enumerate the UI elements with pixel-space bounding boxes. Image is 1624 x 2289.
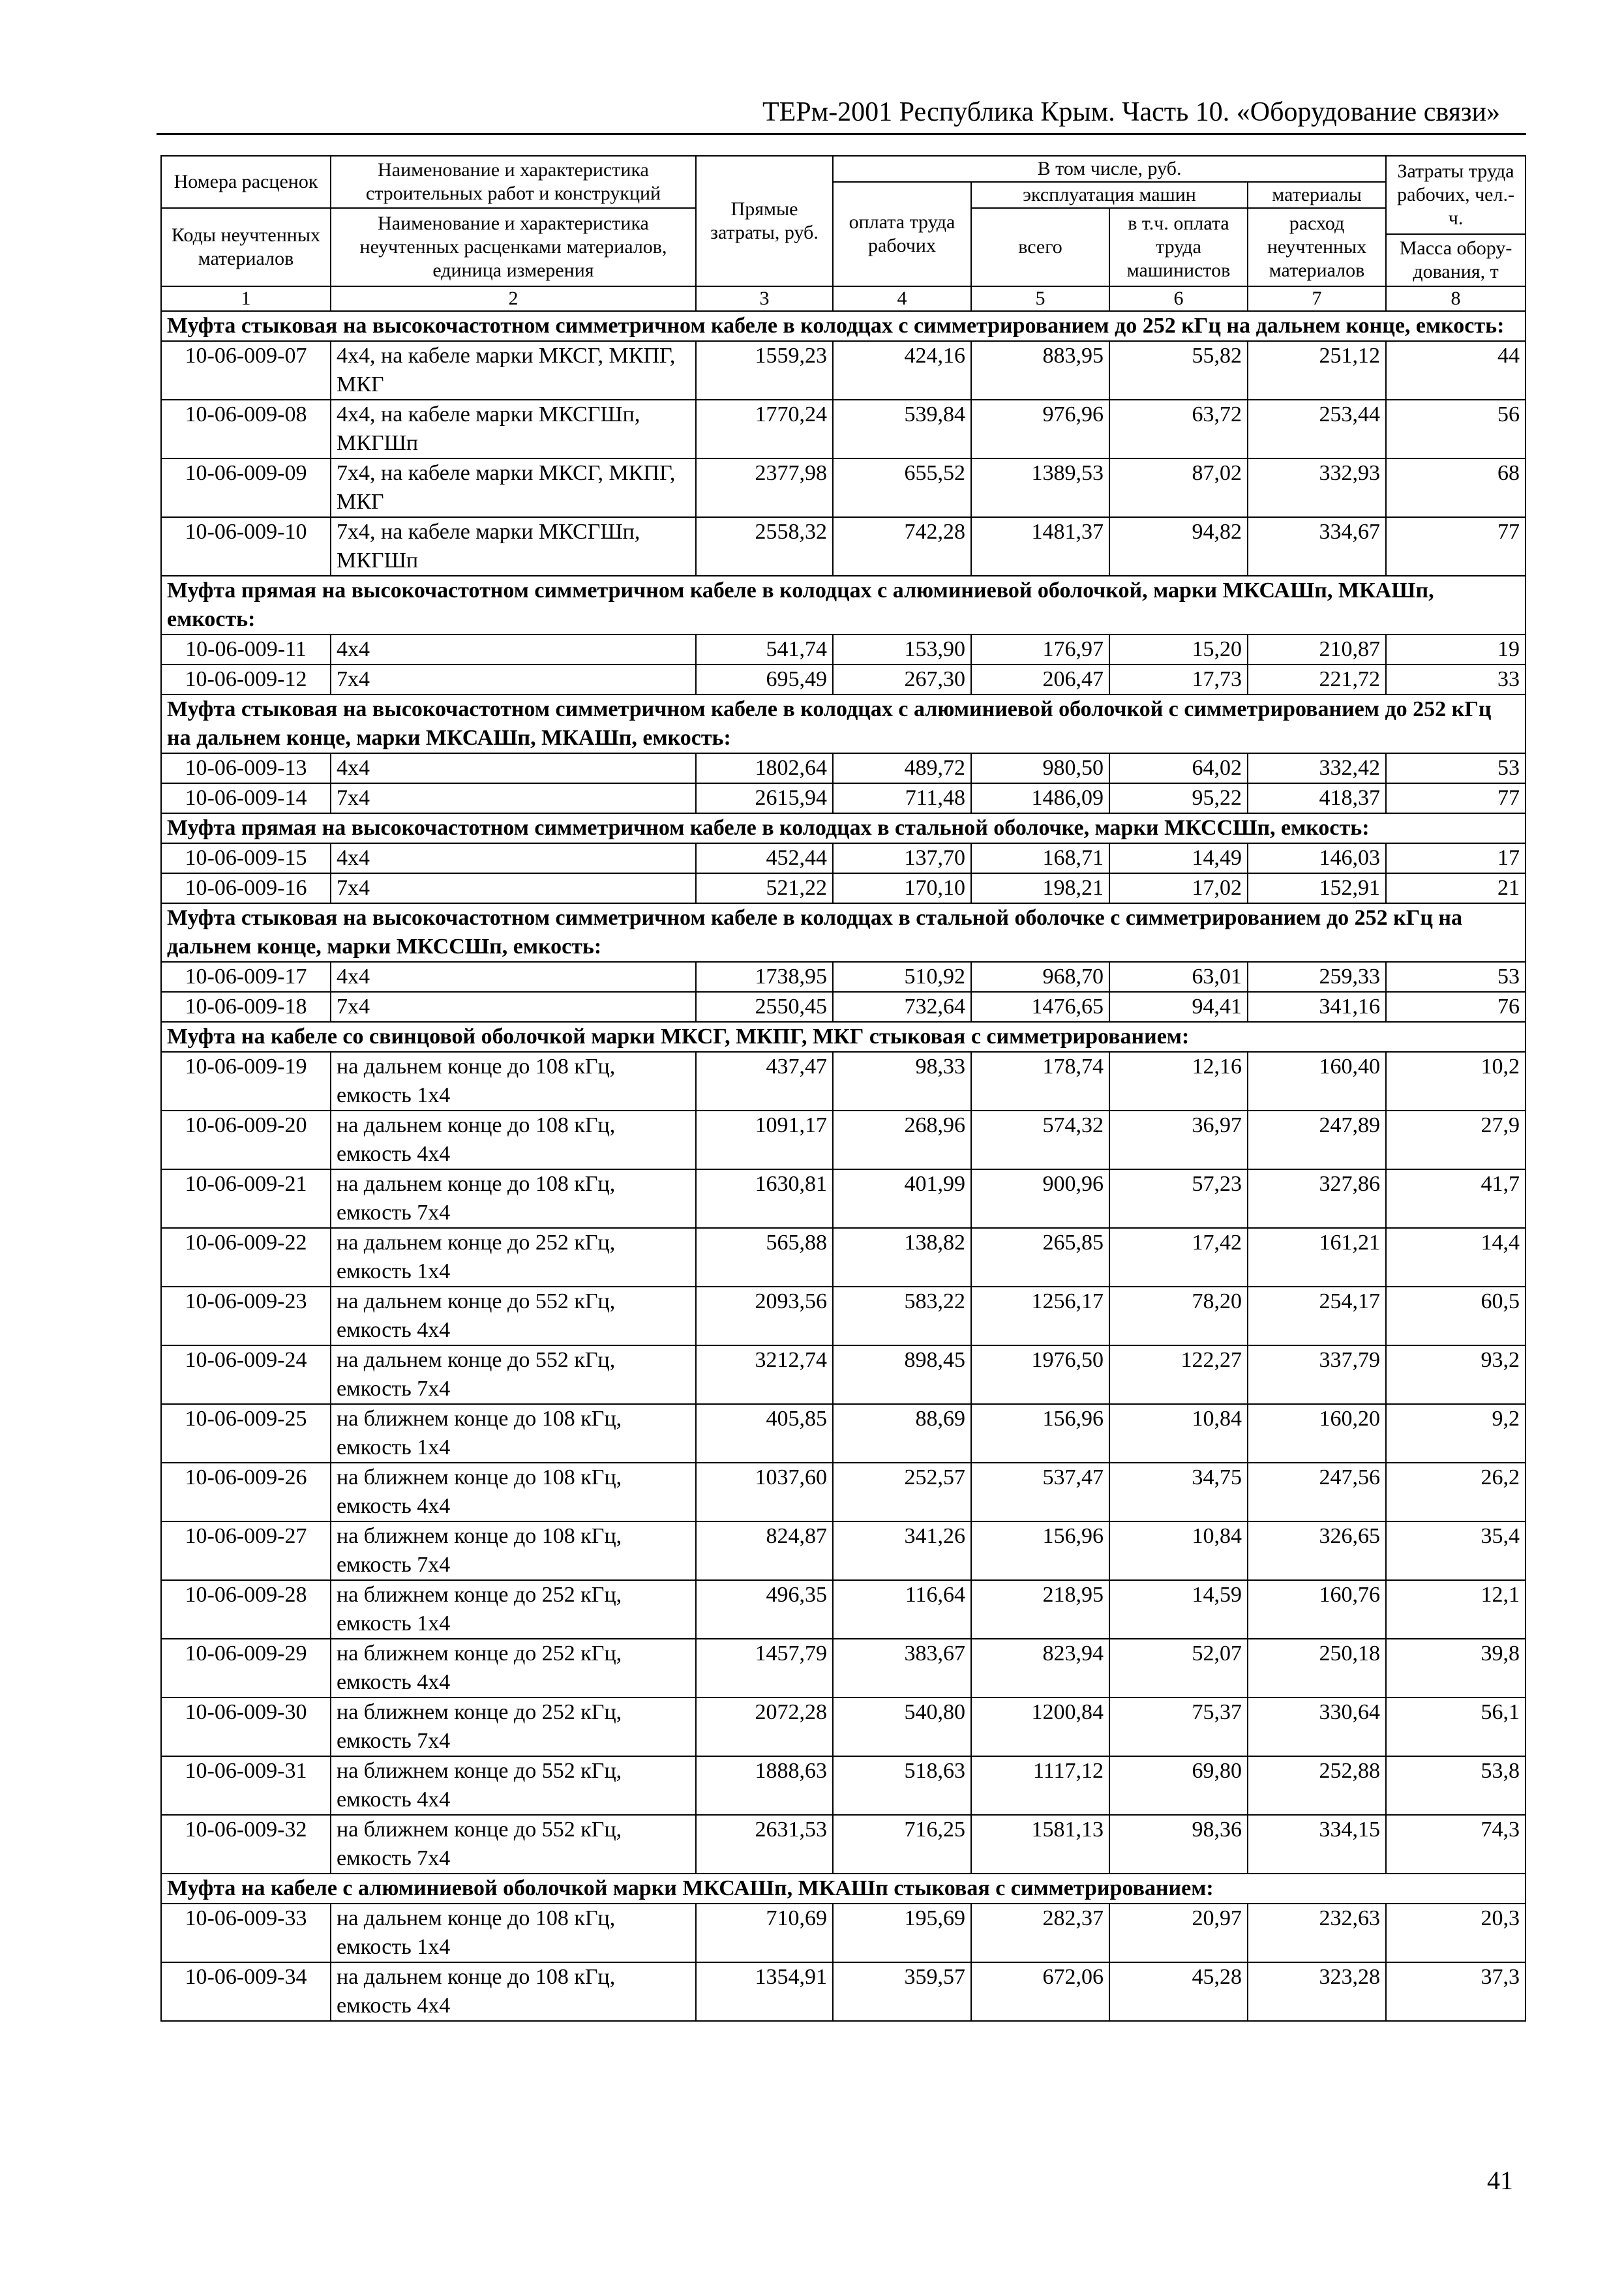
- cell-direct-costs: 1802,64: [696, 753, 833, 783]
- col-header-material-codes: Коды неучтенных материалов: [161, 208, 331, 286]
- section-heading-row: [161, 311, 1526, 341]
- cell-machines-total: 976,96: [971, 400, 1109, 458]
- cell-direct-costs: 2631,53: [696, 1815, 833, 1874]
- cell-rate-code: 10-06-009-07: [161, 341, 331, 400]
- cell-rate-code: 10-06-009-16: [161, 873, 331, 903]
- cell-labor-wages: 138,82: [833, 1228, 971, 1287]
- cell-labor-wages: 655,52: [833, 458, 971, 517]
- cell-work-name: 7x4: [331, 783, 696, 813]
- cell-work-name: на дальнем конце до 108 кГц, емкость 1x4: [331, 1904, 696, 1962]
- cell-labor-hours: 74,3: [1386, 1815, 1526, 1874]
- cell-labor-wages: 424,16: [833, 341, 971, 400]
- cell-labor-wages: 252,57: [833, 1463, 971, 1521]
- cell-machines-total: 206,47: [971, 665, 1109, 695]
- cell-direct-costs: 496,35: [696, 1580, 833, 1639]
- cell-work-name: 4x4: [331, 635, 696, 665]
- table-row: [161, 1404, 1526, 1463]
- cell-work-name: на ближнем конце до 552 кГц, емкость 4x4: [331, 1756, 696, 1815]
- cell-rate-code: 10-06-009-22: [161, 1228, 331, 1287]
- cell-materials: 254,17: [1248, 1287, 1386, 1345]
- cell-operator-wages: 69,80: [1109, 1756, 1248, 1815]
- col-header-work-name: Наименование и характеристика строительных работ и конструкций: [331, 156, 696, 208]
- col-header-machines-total: всего: [971, 208, 1109, 286]
- table-row: [161, 400, 1526, 458]
- cell-work-name: 4x4: [331, 843, 696, 873]
- section-heading-row: [161, 903, 1526, 962]
- cell-labor-hours: 76: [1386, 992, 1526, 1022]
- cell-rate-code: 10-06-009-32: [161, 1815, 331, 1874]
- cell-direct-costs: 565,88: [696, 1228, 833, 1287]
- cell-work-name: на ближнем конце до 252 кГц, емкость 7x4: [331, 1698, 696, 1756]
- cell-rate-code: 10-06-009-27: [161, 1521, 331, 1580]
- column-index: 1: [161, 286, 331, 311]
- cell-labor-wages: 359,57: [833, 1962, 971, 2021]
- cell-labor-hours: 53: [1386, 753, 1526, 783]
- cell-labor-hours: 41,7: [1386, 1169, 1526, 1228]
- cell-direct-costs: 2558,32: [696, 517, 833, 576]
- cell-rate-code: 10-06-009-18: [161, 992, 331, 1022]
- cell-materials: 323,28: [1248, 1962, 1386, 2021]
- cell-direct-costs: 1770,24: [696, 400, 833, 458]
- cell-materials: 334,67: [1248, 517, 1386, 576]
- cell-labor-hours: 9,2: [1386, 1404, 1526, 1463]
- cell-materials: 327,86: [1248, 1169, 1386, 1228]
- cell-direct-costs: 3212,74: [696, 1345, 833, 1404]
- cell-direct-costs: 2615,94: [696, 783, 833, 813]
- cell-direct-costs: 1888,63: [696, 1756, 833, 1815]
- cell-materials: 332,93: [1248, 458, 1386, 517]
- cell-labor-hours: 27,9: [1386, 1111, 1526, 1169]
- cell-materials: 332,42: [1248, 753, 1386, 783]
- cell-operator-wages: 17,73: [1109, 665, 1248, 695]
- table-row: [161, 753, 1526, 783]
- cell-labor-hours: 53: [1386, 962, 1526, 992]
- cell-direct-costs: 1354,91: [696, 1962, 833, 2021]
- cell-labor-wages: 116,64: [833, 1580, 971, 1639]
- cell-labor-hours: 39,8: [1386, 1639, 1526, 1698]
- col-header-equipment-mass: Масса обору-дования, т: [1386, 234, 1526, 286]
- cell-rate-code: 10-06-009-28: [161, 1580, 331, 1639]
- cell-machines-total: 900,96: [971, 1169, 1109, 1228]
- cell-labor-hours: 77: [1386, 517, 1526, 576]
- cell-machines-total: 1481,37: [971, 517, 1109, 576]
- cell-direct-costs: 710,69: [696, 1904, 833, 1962]
- cell-work-name: на дальнем конце до 108 кГц, емкость 4x4: [331, 1111, 696, 1169]
- cell-machines-total: 176,97: [971, 635, 1109, 665]
- cell-operator-wages: 122,27: [1109, 1345, 1248, 1404]
- table-row: [161, 1228, 1526, 1287]
- section-heading: Муфта прямая на высокочастотном симметричном кабеле в колодцах в стальной оболочке, марки МКССШп, емкость:: [161, 813, 1526, 843]
- cell-direct-costs: 452,44: [696, 843, 833, 873]
- cell-direct-costs: 1037,60: [696, 1463, 833, 1521]
- col-header-labor-wages: оплата труда рабочих: [833, 182, 971, 286]
- cell-work-name: на ближнем конце до 252 кГц, емкость 4x4: [331, 1639, 696, 1698]
- column-index: 6: [1109, 286, 1248, 311]
- cell-rate-code: 10-06-009-23: [161, 1287, 331, 1345]
- cell-operator-wages: 10,84: [1109, 1521, 1248, 1580]
- cell-labor-wages: 540,80: [833, 1698, 971, 1756]
- cell-labor-hours: 26,2: [1386, 1463, 1526, 1521]
- cell-operator-wages: 63,72: [1109, 400, 1248, 458]
- cell-operator-wages: 63,01: [1109, 962, 1248, 992]
- cell-labor-hours: 19: [1386, 635, 1526, 665]
- cell-machines-total: 1976,50: [971, 1345, 1109, 1404]
- cell-materials: 161,21: [1248, 1228, 1386, 1287]
- cell-rate-code: 10-06-009-11: [161, 635, 331, 665]
- cell-materials: 210,87: [1248, 635, 1386, 665]
- header-rule: [157, 133, 1526, 135]
- cell-direct-costs: 1630,81: [696, 1169, 833, 1228]
- table-row: [161, 1698, 1526, 1756]
- cell-labor-wages: 583,22: [833, 1287, 971, 1345]
- cell-machines-total: 1256,17: [971, 1287, 1109, 1345]
- cell-direct-costs: 521,22: [696, 873, 833, 903]
- col-header-including: В том числе, руб.: [833, 156, 1386, 182]
- cell-labor-wages: 137,70: [833, 843, 971, 873]
- cell-direct-costs: 2093,56: [696, 1287, 833, 1345]
- cell-rate-code: 10-06-009-21: [161, 1169, 331, 1228]
- cell-materials: 330,64: [1248, 1698, 1386, 1756]
- cell-operator-wages: 75,37: [1109, 1698, 1248, 1756]
- cell-labor-hours: 17: [1386, 843, 1526, 873]
- cell-direct-costs: 2377,98: [696, 458, 833, 517]
- table-row: [161, 873, 1526, 903]
- section-heading-row: [161, 576, 1526, 635]
- cell-machines-total: 1486,09: [971, 783, 1109, 813]
- cell-materials: 250,18: [1248, 1639, 1386, 1698]
- column-index: 7: [1248, 286, 1386, 311]
- cell-work-name: на ближнем конце до 108 кГц, емкость 1x4: [331, 1404, 696, 1463]
- cell-materials: 341,16: [1248, 992, 1386, 1022]
- cell-operator-wages: 94,82: [1109, 517, 1248, 576]
- cell-labor-hours: 37,3: [1386, 1962, 1526, 2021]
- cell-materials: 334,15: [1248, 1815, 1386, 1874]
- cell-machines-total: 1117,12: [971, 1756, 1109, 1815]
- col-header-labor-hours: Затраты труда рабочих, чел.-ч.: [1386, 156, 1526, 234]
- section-heading-row: [161, 1022, 1526, 1052]
- cell-labor-wages: 268,96: [833, 1111, 971, 1169]
- cell-labor-wages: 732,64: [833, 992, 971, 1022]
- cell-rate-code: 10-06-009-12: [161, 665, 331, 695]
- cell-operator-wages: 87,02: [1109, 458, 1248, 517]
- cell-labor-wages: 716,25: [833, 1815, 971, 1874]
- cell-materials: 160,76: [1248, 1580, 1386, 1639]
- table-row: [161, 1962, 1526, 2021]
- cell-work-name: на дальнем конце до 252 кГц, емкость 1x4: [331, 1228, 696, 1287]
- cell-operator-wages: 20,97: [1109, 1904, 1248, 1962]
- cell-rate-code: 10-06-009-17: [161, 962, 331, 992]
- section-heading-row: [161, 813, 1526, 843]
- cell-operator-wages: 57,23: [1109, 1169, 1248, 1228]
- cell-labor-hours: 56: [1386, 400, 1526, 458]
- cell-machines-total: 282,37: [971, 1904, 1109, 1962]
- cell-materials: 221,72: [1248, 665, 1386, 695]
- section-heading: Муфта стыковая на высокочастотном симметричном кабеле в колодцах в стальной оболочке с симметрированием до 252 кГц на дальнем конце, марки МКССШп, емкость:: [161, 903, 1526, 962]
- cell-machines-total: 1476,65: [971, 992, 1109, 1022]
- section-heading-row: [161, 1874, 1526, 1904]
- section-heading: Муфта прямая на высокочастотном симметричном кабеле в колодцах с алюминиевой оболочкой, марки МКСАШп, МКАШп, емкость:: [161, 576, 1526, 635]
- cell-materials: 337,79: [1248, 1345, 1386, 1404]
- table-row: [161, 1463, 1526, 1521]
- cell-direct-costs: 695,49: [696, 665, 833, 695]
- cell-materials: 418,37: [1248, 783, 1386, 813]
- cell-direct-costs: 405,85: [696, 1404, 833, 1463]
- section-heading: Муфта стыковая на высокочастотном симметричном кабеле в колодцах с алюминиевой оболочкой с симметрированием до 252 кГц на дальнем конце, марки МКСАШп, МКАШп, емкость:: [161, 695, 1526, 753]
- cell-rate-code: 10-06-009-20: [161, 1111, 331, 1169]
- table-row: [161, 517, 1526, 576]
- cell-operator-wages: 14,59: [1109, 1580, 1248, 1639]
- table-row: [161, 1345, 1526, 1404]
- cell-rate-code: 10-06-009-34: [161, 1962, 331, 2021]
- cell-machines-total: 574,32: [971, 1111, 1109, 1169]
- cell-rate-code: 10-06-009-14: [161, 783, 331, 813]
- cell-operator-wages: 64,02: [1109, 753, 1248, 783]
- cell-operator-wages: 52,07: [1109, 1639, 1248, 1698]
- column-index: 8: [1386, 286, 1526, 311]
- column-index-row: [161, 286, 1526, 311]
- cell-machines-total: 1200,84: [971, 1698, 1109, 1756]
- cell-materials: 247,89: [1248, 1111, 1386, 1169]
- cell-rate-code: 10-06-009-13: [161, 753, 331, 783]
- cell-rate-code: 10-06-009-19: [161, 1052, 331, 1111]
- cell-work-name: на ближнем конце до 108 кГц, емкость 7x4: [331, 1521, 696, 1580]
- cell-direct-costs: 437,47: [696, 1052, 833, 1111]
- cell-work-name: 7x4: [331, 992, 696, 1022]
- cell-work-name: 4x4, на кабеле марки МКСГШп, МКГШп: [331, 400, 696, 458]
- cell-rate-code: 10-06-009-08: [161, 400, 331, 458]
- cell-labor-wages: 383,67: [833, 1639, 971, 1698]
- cell-operator-wages: 36,97: [1109, 1111, 1248, 1169]
- cell-operator-wages: 12,16: [1109, 1052, 1248, 1111]
- cell-machines-total: 823,94: [971, 1639, 1109, 1698]
- column-index: 5: [971, 286, 1109, 311]
- table-row: [161, 1580, 1526, 1639]
- cell-labor-wages: 742,28: [833, 517, 971, 576]
- cell-machines-total: 537,47: [971, 1463, 1109, 1521]
- cell-labor-wages: 267,30: [833, 665, 971, 695]
- cell-work-name: 4x4: [331, 753, 696, 783]
- table-row: [161, 665, 1526, 695]
- cell-machines-total: 1581,13: [971, 1815, 1109, 1874]
- page-header-title: ТЕРм-2001 Республика Крым. Часть 10. «Оборудование связи»: [762, 97, 1500, 127]
- cell-labor-hours: 35,4: [1386, 1521, 1526, 1580]
- cell-labor-hours: 14,4: [1386, 1228, 1526, 1287]
- cell-labor-hours: 20,3: [1386, 1904, 1526, 1962]
- cell-operator-wages: 94,41: [1109, 992, 1248, 1022]
- cell-operator-wages: 55,82: [1109, 341, 1248, 400]
- cell-materials: 160,40: [1248, 1052, 1386, 1111]
- table-row: [161, 1639, 1526, 1698]
- cell-direct-costs: 1457,79: [696, 1639, 833, 1698]
- table-header: [161, 156, 1526, 311]
- cell-labor-hours: 93,2: [1386, 1345, 1526, 1404]
- cell-rate-code: 10-06-009-09: [161, 458, 331, 517]
- col-header-rate-numbers: Номера расценок: [161, 156, 331, 208]
- cell-labor-wages: 170,10: [833, 873, 971, 903]
- cell-work-name: на дальнем конце до 108 кГц, емкость 4x4: [331, 1962, 696, 2021]
- cell-machines-total: 156,96: [971, 1521, 1109, 1580]
- cell-materials: 253,44: [1248, 400, 1386, 458]
- cell-machines-total: 168,71: [971, 843, 1109, 873]
- cell-labor-wages: 153,90: [833, 635, 971, 665]
- col-header-material-name: Наименование и характеристика неучтенных расценками материалов, единица измерения: [331, 208, 696, 286]
- section-heading-row: [161, 695, 1526, 753]
- col-header-operator-wages: в т.ч. оплата труда машинистов: [1109, 208, 1248, 286]
- cell-direct-costs: 541,74: [696, 635, 833, 665]
- cell-machines-total: 968,70: [971, 962, 1109, 992]
- section-heading: Муфта на кабеле со свинцовой оболочкой марки МКСГ, МКПГ, МКГ стыковая с симметрированием:: [161, 1022, 1526, 1052]
- cell-work-name: 7x4: [331, 873, 696, 903]
- cell-materials: 152,91: [1248, 873, 1386, 903]
- cell-rate-code: 10-06-009-30: [161, 1698, 331, 1756]
- table-row: [161, 843, 1526, 873]
- cell-materials: 326,65: [1248, 1521, 1386, 1580]
- cell-operator-wages: 34,75: [1109, 1463, 1248, 1521]
- cell-direct-costs: 824,87: [696, 1521, 833, 1580]
- cell-work-name: 7x4: [331, 665, 696, 695]
- cell-direct-costs: 1738,95: [696, 962, 833, 992]
- cell-labor-hours: 68: [1386, 458, 1526, 517]
- cell-labor-wages: 711,48: [833, 783, 971, 813]
- table-row: [161, 1287, 1526, 1345]
- cell-machines-total: 1389,53: [971, 458, 1109, 517]
- cell-work-name: на дальнем конце до 552 кГц, емкость 4x4: [331, 1287, 696, 1345]
- table-row: [161, 1815, 1526, 1874]
- cell-rate-code: 10-06-009-24: [161, 1345, 331, 1404]
- cell-labor-hours: 77: [1386, 783, 1526, 813]
- cell-labor-hours: 60,5: [1386, 1287, 1526, 1345]
- cell-labor-wages: 401,99: [833, 1169, 971, 1228]
- section-heading: Муфта на кабеле с алюминиевой оболочкой марки МКСАШп, МКАШп стыковая с симметрированием:: [161, 1874, 1526, 1904]
- cell-rate-code: 10-06-009-33: [161, 1904, 331, 1962]
- cell-work-name: на дальнем конце до 108 кГц, емкость 1x4: [331, 1052, 696, 1111]
- cell-labor-wages: 539,84: [833, 400, 971, 458]
- table-row: [161, 635, 1526, 665]
- cell-operator-wages: 14,49: [1109, 843, 1248, 873]
- cell-rate-code: 10-06-009-15: [161, 843, 331, 873]
- table-row: [161, 1052, 1526, 1111]
- col-header-materials: материалы: [1248, 182, 1386, 208]
- cell-direct-costs: 1091,17: [696, 1111, 833, 1169]
- cell-work-name: 7x4, на кабеле марки МКСГ, МКПГ, МКГ: [331, 458, 696, 517]
- cell-work-name: на ближнем конце до 552 кГц, емкость 7x4: [331, 1815, 696, 1874]
- cell-labor-hours: 12,1: [1386, 1580, 1526, 1639]
- col-header-material-consumption: расход неучтенных материалов: [1248, 208, 1386, 286]
- price-table: [160, 155, 1526, 2022]
- cell-materials: 232,63: [1248, 1904, 1386, 1962]
- col-header-direct-costs: Прямые затраты, руб.: [696, 156, 833, 286]
- cell-materials: 247,56: [1248, 1463, 1386, 1521]
- cell-operator-wages: 45,28: [1109, 1962, 1248, 2021]
- table-row: [161, 1904, 1526, 1962]
- cell-labor-hours: 21: [1386, 873, 1526, 903]
- cell-labor-wages: 195,69: [833, 1904, 971, 1962]
- cell-materials: 259,33: [1248, 962, 1386, 992]
- cell-labor-wages: 489,72: [833, 753, 971, 783]
- cell-materials: 146,03: [1248, 843, 1386, 873]
- table-row: [161, 783, 1526, 813]
- table-body: [161, 311, 1526, 2021]
- cell-operator-wages: 95,22: [1109, 783, 1248, 813]
- page-number: 41: [1487, 2166, 1513, 2195]
- cell-operator-wages: 78,20: [1109, 1287, 1248, 1345]
- cell-machines-total: 198,21: [971, 873, 1109, 903]
- cell-labor-hours: 10,2: [1386, 1052, 1526, 1111]
- cell-operator-wages: 17,42: [1109, 1228, 1248, 1287]
- section-heading: Муфта стыковая на высокочастотном симметричном кабеле в колодцах с симметрированием до 252 кГц на дальнем конце, емкость:: [161, 311, 1526, 341]
- cell-labor-wages: 518,63: [833, 1756, 971, 1815]
- cell-machines-total: 265,85: [971, 1228, 1109, 1287]
- table-row: [161, 458, 1526, 517]
- cell-machines-total: 218,95: [971, 1580, 1109, 1639]
- cell-machines-total: 672,06: [971, 1962, 1109, 2021]
- cell-direct-costs: 2072,28: [696, 1698, 833, 1756]
- table-row: [161, 1756, 1526, 1815]
- cell-materials: 160,20: [1248, 1404, 1386, 1463]
- cell-rate-code: 10-06-009-26: [161, 1463, 331, 1521]
- cell-machines-total: 980,50: [971, 753, 1109, 783]
- cell-materials: 252,88: [1248, 1756, 1386, 1815]
- table-row: [161, 1111, 1526, 1169]
- cell-labor-wages: 341,26: [833, 1521, 971, 1580]
- cell-rate-code: 10-06-009-31: [161, 1756, 331, 1815]
- cell-rate-code: 10-06-009-10: [161, 517, 331, 576]
- cell-work-name: на ближнем конце до 108 кГц, емкость 4x4: [331, 1463, 696, 1521]
- cell-rate-code: 10-06-009-29: [161, 1639, 331, 1698]
- cell-operator-wages: 17,02: [1109, 873, 1248, 903]
- column-index: 4: [833, 286, 971, 311]
- column-index: 3: [696, 286, 833, 311]
- cell-labor-wages: 510,92: [833, 962, 971, 992]
- cell-rate-code: 10-06-009-25: [161, 1404, 331, 1463]
- cell-labor-hours: 56,1: [1386, 1698, 1526, 1756]
- table-row: [161, 1521, 1526, 1580]
- cell-machines-total: 178,74: [971, 1052, 1109, 1111]
- cell-work-name: на ближнем конце до 252 кГц, емкость 1x4: [331, 1580, 696, 1639]
- cell-labor-wages: 898,45: [833, 1345, 971, 1404]
- cell-machines-total: 156,96: [971, 1404, 1109, 1463]
- cell-direct-costs: 1559,23: [696, 341, 833, 400]
- table-row: [161, 341, 1526, 400]
- table-row: [161, 1169, 1526, 1228]
- cell-labor-hours: 44: [1386, 341, 1526, 400]
- table-row: [161, 962, 1526, 992]
- table-row: [161, 992, 1526, 1022]
- cell-labor-hours: 53,8: [1386, 1756, 1526, 1815]
- cell-work-name: 4x4: [331, 962, 696, 992]
- cell-work-name: на дальнем конце до 552 кГц, емкость 7x4: [331, 1345, 696, 1404]
- cell-work-name: 7x4, на кабеле марки МКСГШп, МКГШп: [331, 517, 696, 576]
- col-header-machines: эксплуатация машин: [971, 182, 1248, 208]
- cell-work-name: на дальнем конце до 108 кГц, емкость 7x4: [331, 1169, 696, 1228]
- cell-labor-wages: 88,69: [833, 1404, 971, 1463]
- cell-work-name: 4x4, на кабеле марки МКСГ, МКПГ, МКГ: [331, 341, 696, 400]
- cell-labor-hours: 33: [1386, 665, 1526, 695]
- cell-direct-costs: 2550,45: [696, 992, 833, 1022]
- column-index: 2: [331, 286, 696, 311]
- cell-operator-wages: 15,20: [1109, 635, 1248, 665]
- cell-operator-wages: 10,84: [1109, 1404, 1248, 1463]
- cell-materials: 251,12: [1248, 341, 1386, 400]
- cell-operator-wages: 98,36: [1109, 1815, 1248, 1874]
- cell-machines-total: 883,95: [971, 341, 1109, 400]
- cell-labor-wages: 98,33: [833, 1052, 971, 1111]
